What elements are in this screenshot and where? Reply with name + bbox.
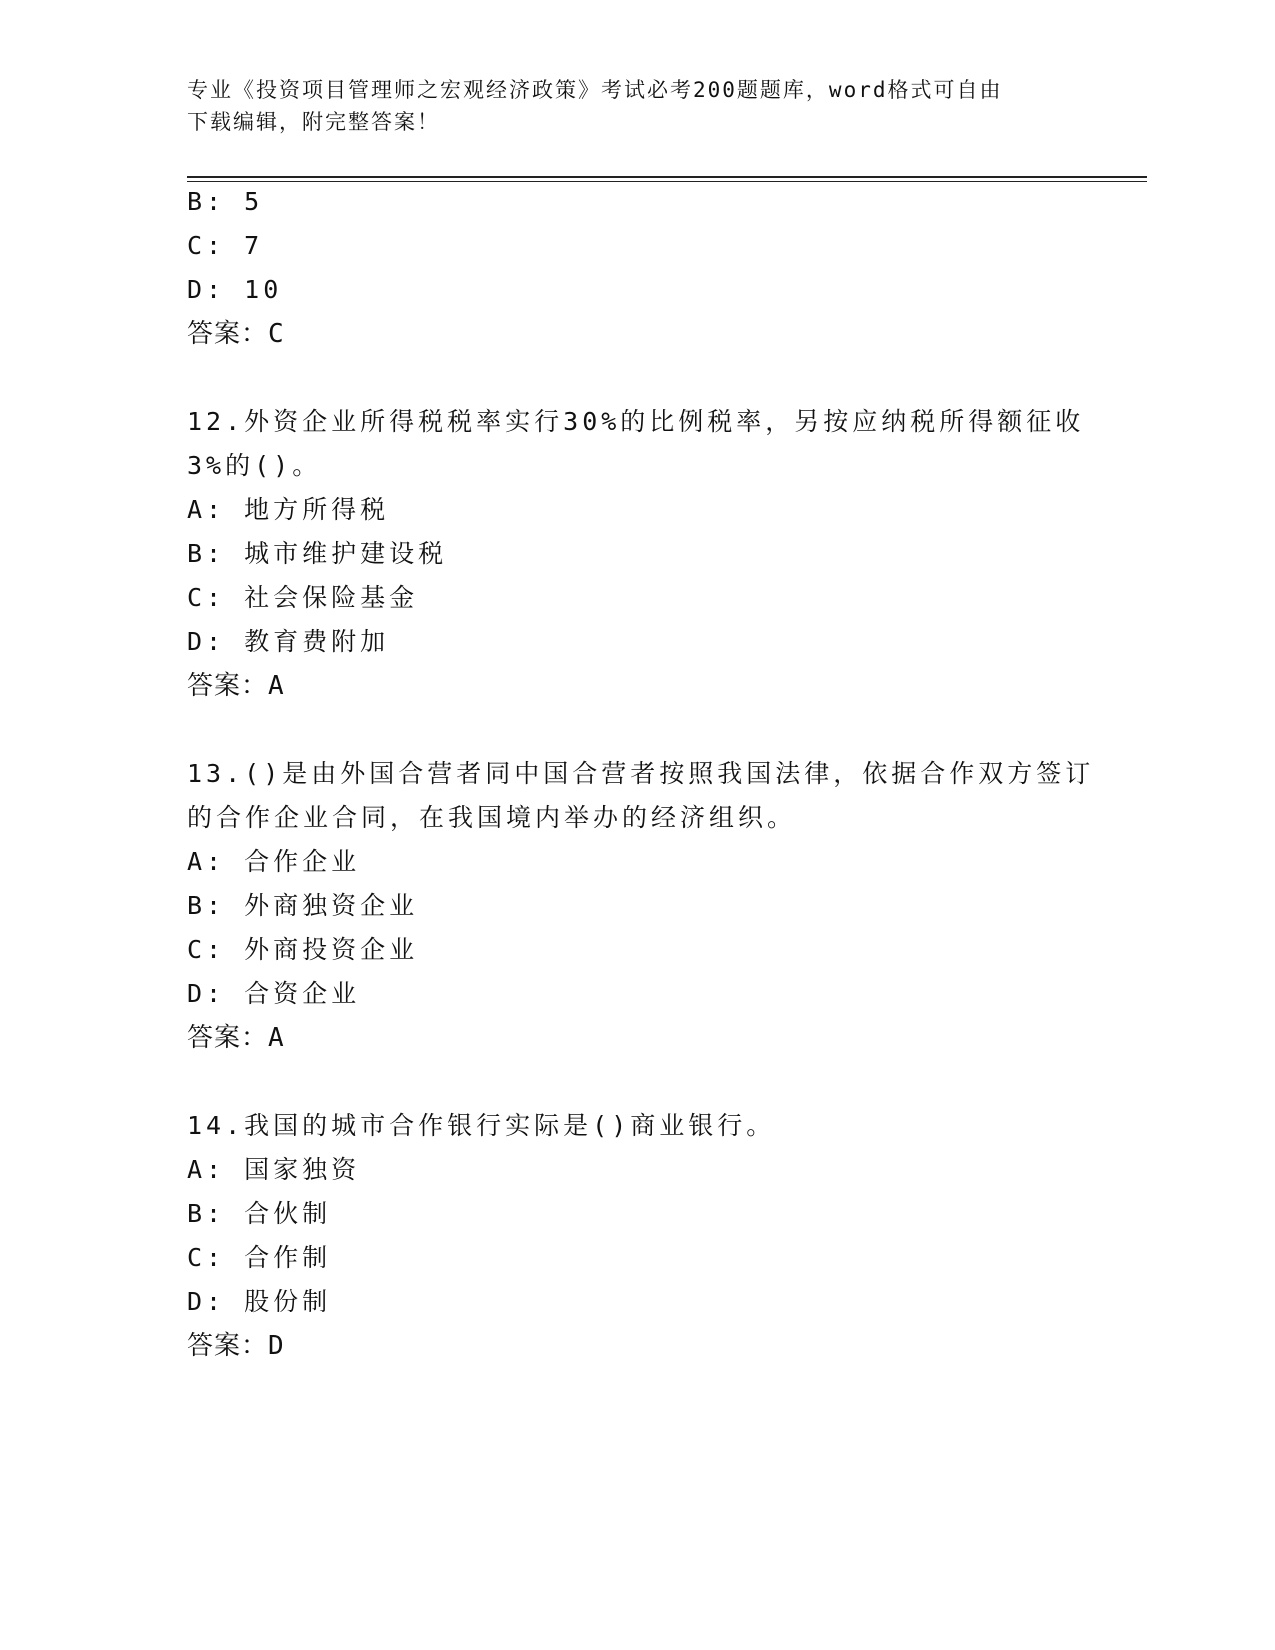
q14-option-d: D: 股份制 xyxy=(187,1287,332,1316)
answer-label: 答案： xyxy=(187,1331,269,1361)
q14-option-a: A: 国家独资 xyxy=(187,1155,361,1184)
q11-answer xyxy=(187,312,285,356)
q12-stem-line-1: 12.外资企业所得税税率实行30%的比例税率，另按应纳税所得额征收 xyxy=(187,407,1085,436)
q13-option-b: B: 外商独资企业 xyxy=(187,891,419,920)
q12-option-b: B: 城市维护建设税 xyxy=(187,539,448,568)
answer-value: A xyxy=(268,1023,285,1053)
q11-option-c: C: 7 xyxy=(187,231,264,260)
q13-option-d: D: 合资企业 xyxy=(187,979,361,1008)
q12-stem-line-2: 3%的()。 xyxy=(187,451,322,480)
answer-value: A xyxy=(268,671,285,701)
answer-label: 答案： xyxy=(187,1023,269,1053)
q13-answer xyxy=(187,1016,285,1060)
answer-label: 答案： xyxy=(187,319,269,349)
header-divider-thin xyxy=(187,181,1147,182)
answer-value: C xyxy=(268,319,285,349)
q11-option-d: D: 10 xyxy=(187,275,283,304)
q12-answer xyxy=(187,664,285,708)
q14-stem-line-1: 14.我国的城市合作银行实际是()商业银行。 xyxy=(187,1111,776,1140)
header-line-2: 下载编辑，附完整答案！ xyxy=(187,110,440,134)
q13-stem-line-1: 13.()是由外国合营者同中国合营者按照我国法律，依据合作双方签订 xyxy=(187,759,1095,788)
q12-option-c: C: 社会保险基金 xyxy=(187,583,419,612)
q14-option-b: B: 合伙制 xyxy=(187,1199,332,1228)
document-header xyxy=(187,74,1077,138)
q14-option-c: C: 合作制 xyxy=(187,1243,332,1272)
answer-value: D xyxy=(268,1331,285,1361)
q11-option-b: B: 5 xyxy=(187,187,264,216)
q13-option-a: A: 合作企业 xyxy=(187,847,361,876)
q14-answer xyxy=(187,1324,285,1368)
answer-label: 答案： xyxy=(187,671,269,701)
q12-option-d: D: 教育费附加 xyxy=(187,627,390,656)
q13-stem-line-2: 的合作企业合同，在我国境内举办的经济组织。 xyxy=(187,803,797,832)
header-line-1: 专业《投资项目管理师之宏观经济政策》考试必考200题题库，word格式可自由 xyxy=(187,78,1003,102)
header-divider-thick xyxy=(187,176,1147,178)
q13-option-c: C: 外商投资企业 xyxy=(187,935,419,964)
q12-option-a: A: 地方所得税 xyxy=(187,495,390,524)
